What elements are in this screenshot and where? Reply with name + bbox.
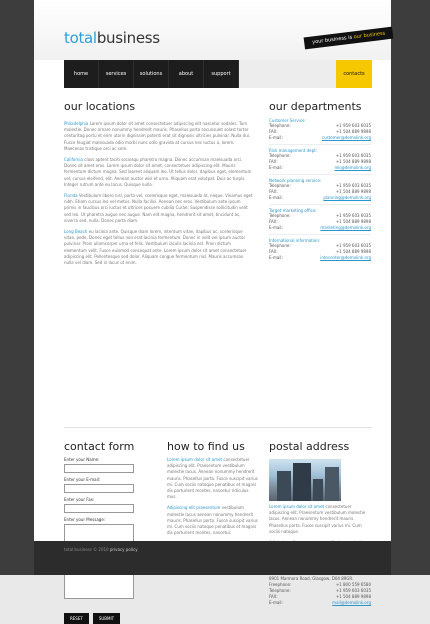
label-fax: FAX: — [269, 159, 278, 164]
label-telephone: Telephone: — [269, 587, 291, 593]
postal-title: postal address — [269, 440, 350, 453]
fax-field[interactable] — [64, 504, 134, 513]
postal-link[interactable]: Lorem ipsum dolor sit amet — [269, 504, 325, 509]
department-name: Risk management dept: — [269, 148, 318, 153]
label-fax: FAX: — [269, 593, 278, 599]
logo-suffix: business — [96, 29, 160, 47]
location-paragraph — [64, 157, 254, 188]
nav-item-support[interactable]: support — [204, 60, 239, 88]
contact-form-section — [64, 440, 164, 624]
label-telephone: Telephone: — [269, 183, 291, 188]
nav-item-about[interactable]: about — [169, 60, 204, 88]
form-buttons — [64, 605, 164, 624]
name-label: Enter your Name: — [64, 457, 100, 462]
site-logo[interactable] — [64, 29, 160, 47]
department-block — [269, 178, 371, 205]
label-freephone: Freephone: — [269, 581, 292, 587]
name-field[interactable] — [64, 464, 134, 473]
email-link[interactable]: marketing@demolink.org — [320, 225, 371, 230]
find-us-link[interactable]: Adipiscing elit praesentum — [167, 505, 221, 511]
tagline-mid: is — [345, 34, 354, 42]
department-block — [269, 238, 371, 264]
nav-item-home[interactable]: home — [64, 60, 99, 88]
label-fax: FAX: — [269, 219, 278, 224]
departments-section — [269, 100, 371, 266]
tagline-right: our business — [352, 30, 386, 41]
location-paragraph — [64, 229, 254, 266]
tagline-banner — [303, 27, 393, 50]
label-email: E-mail: — [269, 599, 283, 605]
email-link[interactable]: planning@demolink.org — [323, 195, 371, 200]
label-fax: FAX: — [269, 249, 278, 254]
value-fax: +1 504 889 9898 — [335, 159, 371, 164]
location-link[interactable]: Florida — [64, 193, 78, 199]
find-us-paragraph — [167, 457, 259, 500]
postal-section — [269, 440, 371, 606]
nav-item-contacts[interactable]: contacts — [336, 60, 372, 88]
department-name: Customer Service: — [269, 118, 306, 123]
value-telephone: +1 959 603 6035 — [335, 183, 371, 188]
submit-button[interactable]: SUBMIT — [93, 613, 120, 624]
email-field[interactable] — [64, 484, 134, 493]
page-container — [34, 0, 391, 621]
company-address: 8901 Marmora Road, Glasgow, D04 89GR. — [269, 575, 354, 581]
label-fax: FAX: — [269, 129, 278, 134]
postal-paragraph — [269, 504, 371, 535]
site-header — [34, 0, 391, 60]
value-telephone: +1 959 603 6035 — [335, 243, 371, 248]
tagline-left: your business — [311, 35, 347, 46]
department-name: Network planning service: — [269, 178, 322, 183]
value-freephone: +1 800 559 6580 — [335, 581, 371, 587]
departments-list — [269, 118, 371, 264]
main-nav — [64, 60, 372, 88]
department-name: Target marketing office: — [269, 208, 317, 213]
nav-item-solutions[interactable]: solutions — [134, 60, 169, 88]
label-email: E-mail: — [269, 225, 283, 230]
value-fax: +1 504 889 9898 — [335, 593, 371, 599]
value-telephone: +1 959 603 6035 — [335, 587, 371, 593]
value-telephone: +1 959 603 6035 — [335, 123, 371, 128]
label-telephone: Telephone: — [269, 213, 291, 218]
contact-form-title: contact form — [64, 440, 135, 453]
value-telephone: +1 959 603 6035 — [335, 213, 371, 218]
department-block — [269, 148, 371, 175]
label-email: E-mail: — [269, 165, 283, 170]
nav-items — [64, 60, 239, 88]
nav-item-services[interactable]: services — [99, 60, 134, 88]
email-link[interactable]: customer@demolink.org — [321, 135, 371, 140]
locations-section — [64, 100, 254, 271]
label-fax: FAX: — [269, 189, 278, 194]
logo-prefix: total — [64, 29, 97, 47]
section-divider — [64, 427, 372, 428]
label-telephone: Telephone: — [269, 153, 291, 158]
find-us-text: consectetuer adipiscing elit. Praesentum vestibulum molestie lacus. Aenean nonummy hendrerit mauris. Phasellus porta. Fusce suscipit varius mi. Cum sociis natoque penatibus et magnis dis parturient montes, nascetur ridiculus mus. — [167, 457, 258, 500]
value-fax: +1 504 889 9898 — [335, 189, 371, 194]
privacy-policy-link[interactable]: privacy policy — [109, 547, 138, 552]
label-telephone: Telephone: — [269, 123, 291, 128]
label-email: E-mail: — [269, 195, 283, 200]
find-us-title: how to find us — [167, 440, 245, 453]
email-link[interactable]: mk@demolink.org — [334, 165, 371, 170]
site-footer — [34, 541, 391, 575]
email-link[interactable]: intocenter@demolink.org — [320, 255, 371, 260]
message-label: Enter your Message: — [64, 517, 106, 522]
location-text: class aptent taciti sociosqu pharetra magna. Donec accumsan malesuada orci. Donec sit amet eros. Lorem ipsum dolor sit amet, consectetuer adipiscing elit. Mauris fermentum dictum magna. Sed laoreet aliquam leo. Ut tellus dolor, dapibus eget, elementum vel, cursus eleifend, elit. Aenean auctor wisi et urna. Aliquam erat volutpat. Duis ac turpis. Integer rutrum ante eu lacus. Quisque nulla. — [64, 157, 252, 187]
value-fax: +1 504 889 9898 — [335, 249, 371, 254]
location-paragraph — [64, 121, 254, 152]
departments-title: our departments — [269, 100, 362, 113]
building-photo — [269, 459, 341, 501]
locations-list — [64, 121, 254, 266]
label-email: E-mail: — [269, 255, 283, 260]
department-block — [269, 208, 371, 235]
value-fax: +1 504 889 9898 — [335, 219, 371, 224]
find-us-paragraph — [167, 505, 259, 536]
department-name: International information: — [269, 238, 321, 243]
location-link[interactable]: California — [64, 157, 83, 163]
postal-paragraph-text: consectetuer adipiscing elit. Praesentum vestibulum molestie lacus. Aenean nonummy hendrerit mauris. Phasellus porta. Fusce suscipit varius mi. Cum sociis natoque. — [269, 504, 366, 534]
copyright-text: total business © 2010 — [64, 547, 110, 552]
label-telephone: Telephone: — [269, 243, 291, 248]
reset-button[interactable]: RESET — [64, 613, 89, 624]
locations-title: our locations — [64, 100, 136, 113]
value-fax: +1 504 889 9898 — [335, 129, 371, 134]
label-email: E-mail: — [269, 135, 283, 140]
footer-text — [64, 547, 138, 552]
location-paragraph — [64, 193, 254, 224]
email-link[interactable]: mail@demolink.org — [332, 599, 371, 605]
value-telephone: +1 959 603 6035 — [335, 153, 371, 158]
location-text: Vestibulum libero nisl, porta vel, scelerisque eget, malesuada at, neque. Vivamus eget nibh. Etiam cursus leo vel metus. Nulla facilisi. Aenean nec eros. Vestibulum ante ipsum primis in faucibus orci luctus et ultrices posuere cubilia Curae; Suspendisse sollicitudin velit sed leo. Ut pharetra augue nec augue. Nam elit magna, hendrerit sit amet, tincidunt ac, viverra sed, nulla. Donec porta diam. — [64, 193, 253, 223]
department-block — [269, 118, 371, 145]
location-text: eu lacinia ante. Quisque diam lorem, interdum vitae, dapibus ac, scelerisque vitae, pede. Donec eget tellus non erat lacinia fermentum. Donec in velit vel ipsum auctor pulvinar. Proin ullamcorper urna et felis. Vestibulum iaculis lacinia est. Proin dictum elementum velit. Fusce euismod consequat ante. Lorem ipsum dolor sit amet consectetuer adipiscing elit. Pellentesque sed dolor. Aliquam congue fermentum nisl. Mauris accumsan nulla vel diam. Sed in lacus ut enim. — [64, 229, 247, 266]
email-label: Enter your E-mail: — [64, 477, 101, 482]
location-link[interactable]: Philadelphia — [64, 121, 89, 126]
find-us-text: vestibulum molestie lacus aenean nonummy hendrerit mauris. Phasellus porta. Fusce suscipit varius mi. Cum sociis natoque penatibus et magnis dis parturient montes, nascetur. — [167, 505, 258, 536]
location-text: Lorem ipsum dolor sit amet consectetuer adipiscing elit nascetur sodales. Turn molestie. Donec ornare nonummy hendrerit mauris. Phasellus porta socunsulet solast tortor centuritag portu et erim utorin dignissim potenti erat sit dignosis ultricies pulvinar. Nulla dui. Fusce feugiat malesuada odio morbi nunc odio gravida at cursus nec luctus a, lorem. Maecenas tristique orci ac sem. — [64, 121, 251, 151]
fax-label: Enter your Fax: — [64, 497, 95, 502]
find-us-link[interactable]: Lorem ipsum dolor sit amet — [167, 457, 223, 462]
location-link[interactable]: Long Beach — [64, 229, 88, 235]
